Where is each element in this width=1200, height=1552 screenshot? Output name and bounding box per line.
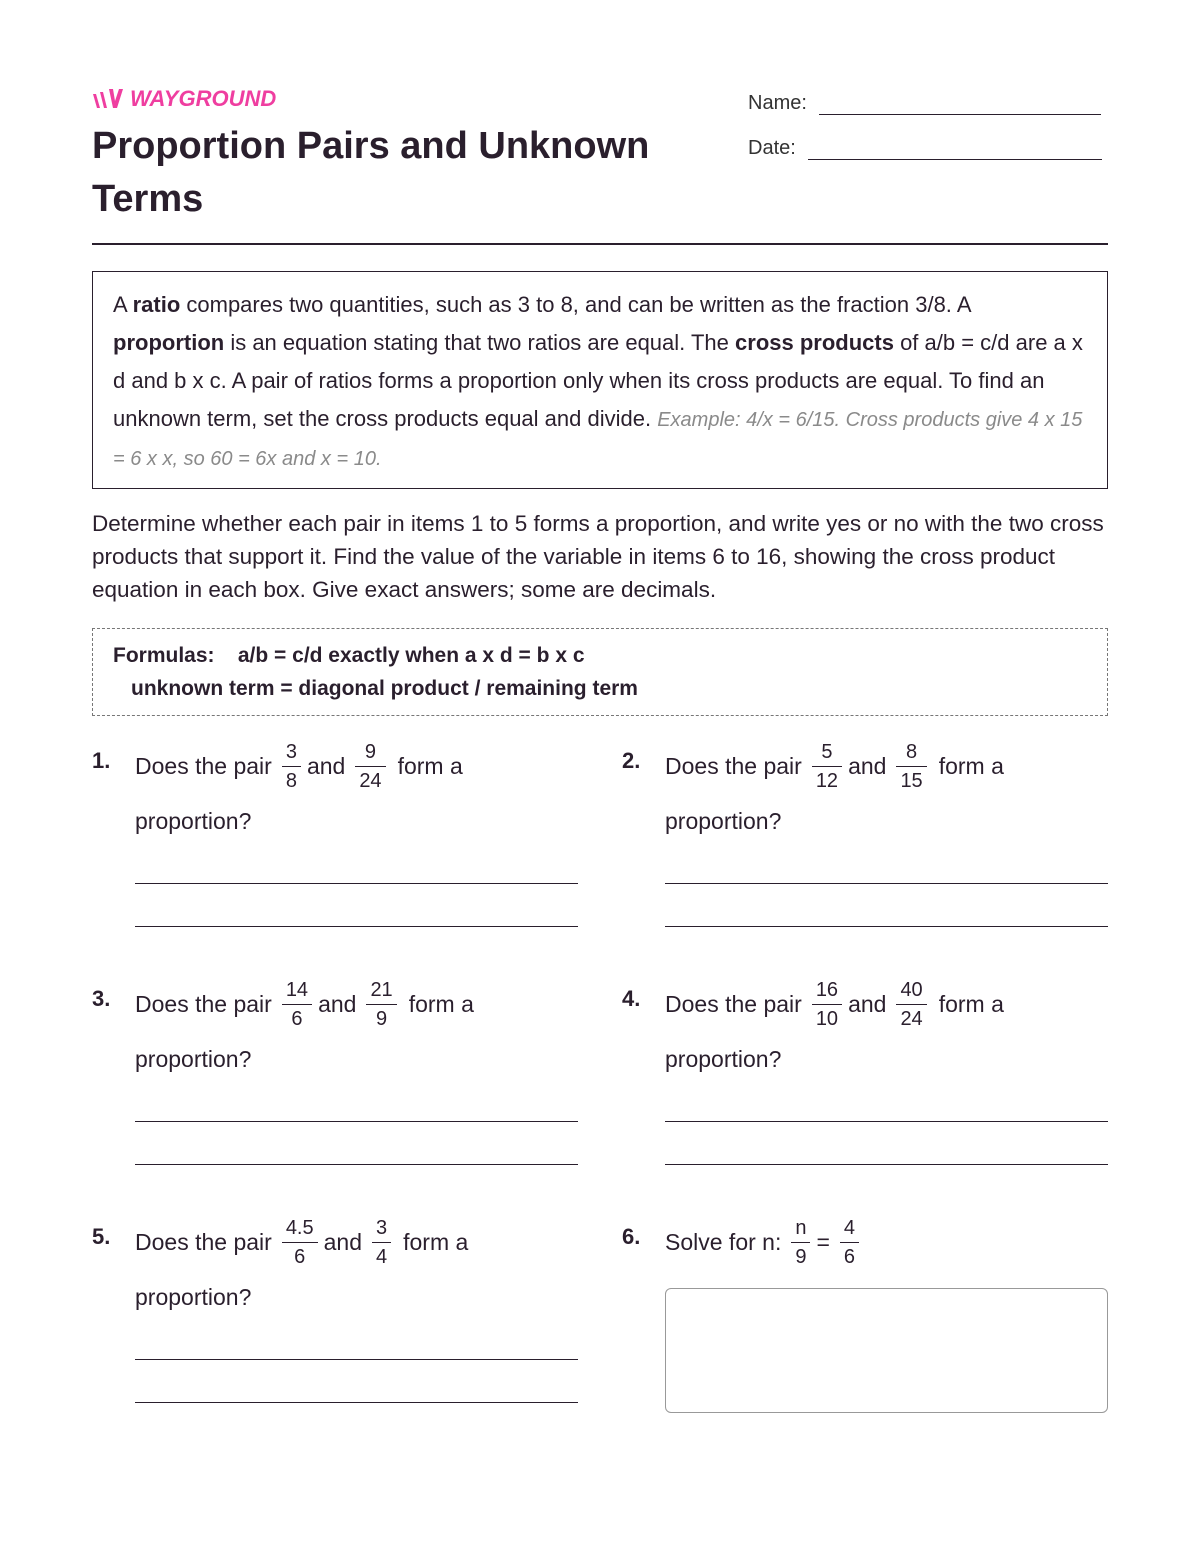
denominator: 15 — [900, 769, 923, 792]
wayground-logo — [92, 86, 276, 112]
question-number: 2. — [622, 748, 641, 773]
question-suffix: form a — [403, 1228, 469, 1255]
question-text — [665, 978, 1008, 1073]
numerator: 14 — [282, 979, 312, 1005]
denominator: 9 — [376, 1007, 388, 1030]
question-suffix: form a — [938, 990, 1004, 1017]
numerator: 5 — [812, 741, 842, 767]
numerator: 3 — [372, 1217, 391, 1243]
denominator: 6 — [291, 1007, 303, 1030]
question-text — [665, 740, 1008, 835]
term-cross-products: cross products — [735, 330, 894, 355]
answer-line[interactable] — [135, 926, 578, 927]
fraction-a — [282, 1217, 318, 1268]
question-suffix: form a — [397, 752, 463, 779]
question-line-2: proportion? — [665, 808, 782, 834]
answer-line[interactable] — [135, 883, 578, 884]
question-number: 5. — [92, 1224, 111, 1249]
instructions: Determine whether each pair in items 1 to 5 forms a proportion, and write yes or no with the two cross products that support it. Find the value of the variable in items 6 to 16, showing the cross product equation in each box. Give exact answers; some are decimals. — [92, 511, 1104, 602]
numerator: 16 — [812, 979, 842, 1005]
term-ratio: ratio — [132, 292, 181, 317]
question-prefix: Does the pair — [665, 752, 802, 779]
formula-line-1: a/b = c/d exactly when a x d = b x c — [237, 644, 585, 667]
question-line-2: proportion? — [135, 808, 252, 834]
intro-example: Example: 4/x = 6/15. Cross products give 4 x 15 = 6 x x, so 60 = 6x and x = 10. — [113, 409, 1083, 470]
denominator: 4 — [376, 1245, 388, 1268]
fraction-b — [896, 979, 926, 1030]
answer-line[interactable] — [135, 1164, 578, 1165]
denominator: 9 — [795, 1245, 807, 1268]
question-suffix: form a — [408, 990, 474, 1017]
denominator: 6 — [294, 1245, 306, 1268]
question-prefix: Does the pair — [135, 1228, 272, 1255]
page-title: Proportion Pairs and Unknown Terms — [92, 125, 650, 220]
denominator: 8 — [285, 769, 297, 792]
denominator: 24 — [359, 769, 382, 792]
question-suffix: form a — [938, 752, 1004, 779]
fraction-a — [791, 1217, 810, 1268]
term-proportion: proportion — [113, 330, 225, 355]
question-number: 4. — [622, 986, 641, 1011]
fraction-b — [355, 741, 385, 792]
question-and: and — [323, 1228, 362, 1255]
answer-line[interactable] — [135, 1121, 578, 1122]
numerator: 8 — [896, 741, 926, 767]
fraction-a — [812, 741, 842, 792]
numerator: 4 — [840, 1217, 859, 1243]
answer-line[interactable] — [135, 1402, 578, 1403]
question-text — [135, 740, 467, 835]
question-number: 1. — [92, 748, 111, 773]
question-prefix: Does the pair — [135, 752, 272, 779]
fraction-b — [372, 1217, 391, 1268]
fraction-a — [282, 741, 301, 792]
question-prefix: Does the pair — [135, 990, 272, 1017]
denominator: 24 — [900, 1007, 923, 1030]
question-and: and — [848, 752, 887, 779]
formulas-box — [92, 628, 1108, 716]
name-field — [748, 88, 1101, 115]
numerator: n — [791, 1217, 810, 1243]
date-field — [748, 133, 1102, 160]
intro-text: A — [113, 292, 133, 317]
date-label: Date: — [748, 137, 796, 159]
answer-line[interactable] — [665, 1164, 1108, 1165]
formulas-label: Formulas: — [113, 644, 215, 667]
question-and: and — [306, 752, 346, 779]
question-text — [665, 1216, 865, 1268]
header-divider — [92, 243, 1108, 245]
name-label: Name: — [748, 92, 807, 114]
logo-text: WAYGROUND — [130, 86, 277, 111]
question-text — [135, 1216, 472, 1311]
question-text — [135, 978, 478, 1073]
wayground-logo-icon — [92, 88, 124, 110]
equals-sign: = — [816, 1228, 830, 1255]
denominator: 12 — [815, 769, 839, 792]
answer-line[interactable] — [665, 1121, 1108, 1122]
answer-line[interactable] — [665, 926, 1108, 927]
denominator: 10 — [815, 1007, 839, 1030]
answer-line[interactable] — [665, 883, 1108, 884]
question-prefix: Solve for n: — [665, 1228, 782, 1255]
fraction-b — [840, 1217, 859, 1268]
formula-line-2: unknown term = diagonal product / remaining term — [131, 677, 638, 700]
question-line-2: proportion? — [665, 1046, 782, 1072]
answer-box[interactable] — [665, 1288, 1108, 1413]
question-and: and — [318, 990, 357, 1017]
numerator: 3 — [282, 741, 301, 767]
fraction-b — [366, 979, 396, 1030]
question-line-2: proportion? — [135, 1046, 252, 1072]
answer-line[interactable] — [135, 1359, 578, 1360]
intro-text: is an equation stating that two ratios are equal. The — [224, 330, 736, 355]
fraction-a — [812, 979, 842, 1030]
intro-box — [92, 271, 1108, 489]
question-line-2: proportion? — [135, 1284, 252, 1310]
numerator: 9 — [355, 741, 385, 767]
question-prefix: Does the pair — [665, 990, 802, 1017]
fraction-b — [896, 741, 926, 792]
question-number: 3. — [92, 986, 111, 1011]
intro-text: compares two quantities, such as 3 to 8, and can be written as the fraction 3/8. A — [180, 292, 971, 317]
name-input-line[interactable] — [819, 88, 1101, 115]
fraction-a — [282, 979, 312, 1030]
question-number: 6. — [622, 1224, 641, 1249]
numerator: 21 — [366, 979, 396, 1005]
denominator: 6 — [843, 1245, 856, 1268]
intro-text: of a/b = c/d are a x d and b x c. A pair of ratios forms a proportion only when its cross products are equal. To find an unknown term, set the cross products equal and divide. — [113, 330, 1083, 431]
question-and: and — [848, 990, 887, 1017]
numerator: 40 — [896, 979, 926, 1005]
date-input-line[interactable] — [808, 133, 1102, 160]
numerator: 4.5 — [282, 1217, 318, 1243]
